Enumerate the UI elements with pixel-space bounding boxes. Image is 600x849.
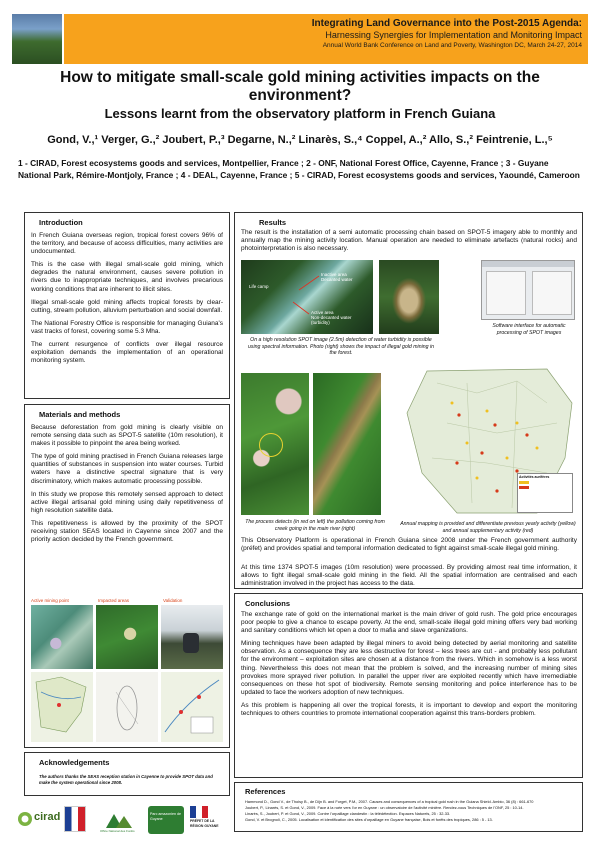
methods-panel: [24, 404, 230, 748]
references-title: References: [245, 787, 286, 796]
reference-item: Gond, V. et Brognoli, C., 2005. Localisation et identification des sites d'orpaillage en Guyane française, Bois et forêts des tropiques, 286 : 5 - 13.: [245, 817, 493, 822]
mining-site-photo: [379, 260, 439, 334]
reference-item: Linarès, S., Joubert, P. et Gond, V., 2009. Contre l'orpaillage clandestin : la télédétection. Espaces Naturels, 25 : 32-33.: [245, 811, 451, 816]
acknowledgements-panel: [24, 752, 230, 796]
intro-paragraph: The National Forestry Office is responsible for managing Guiana's vast tracks of forest, covering some 5.3 Mha.: [31, 319, 223, 335]
map-sketch-2: [96, 672, 158, 742]
high-resolution-spot-image: [241, 260, 373, 334]
annotation-arrows: [241, 260, 373, 334]
label-impacted-areas: Impacted areas: [98, 598, 130, 603]
acknowledgements-text: The authors thanks the SEAS reception station in Cayenne to provide SPOT data and make the system operational since 2008.: [39, 774, 213, 785]
conclusions-paragraph: The exchange rate of gold on the international market is the main driver of gold rush. The gold price encourages poor people to give a chance to escape poverty. At the end, small-scale illegal gold mining offers very bad working and sanitary conditions which let open a door to mafia and slave organizations.: [241, 611, 577, 635]
poster-title: How to mitigate small-scale gold mining activities impacts on the environment?: [60, 69, 540, 104]
results-paragraph-2: This Observatory Platform is operational in French Guiana since 2008 under the French government authority (préfet) and provides spatial and temporal information dedicated to fight against small-scale illegal gold mining.: [241, 537, 577, 553]
pollution-detection-image-left: [241, 373, 309, 515]
map-sketch-1: [31, 672, 93, 742]
fig2-caption: Software interface for automatic processing of SPOT images: [492, 323, 566, 336]
intro-paragraph: Illegal small-scale gold mining affects tropical forests by clear-cutting, stream pollution, alluvium perturbation and social downfall.: [31, 298, 223, 314]
intro-paragraph: The current resurgence of conflicts over illegal resource exploitation demands the implementation of an operational monitoring system.: [31, 341, 223, 365]
active-mining-satellite-image: [31, 605, 93, 669]
author-list: Gond, V.,¹ Verger, G.,² Joubert, P.,³ Degarne, N.,² Linarès, S.,⁴ Coppel, A.,² Allo, S.,² Feintrenie, L.,⁵: [47, 134, 553, 146]
annual-mapping-map: [397, 363, 579, 519]
fig3-caption: The process detects (in red on left) the pollution coming from creek going in the main river (right): [245, 519, 385, 532]
introduction-panel: [24, 212, 230, 399]
acknowledgements-title: Acknowledgements: [39, 758, 110, 767]
conference-line-3: Annual World Bank Conference on Land and Poverty, Washington DC, March 24-27, 2014: [322, 42, 582, 49]
onf-caption: Office National des Forêts: [100, 829, 135, 833]
references-panel: [234, 782, 583, 832]
methods-title: Materials and methods: [39, 410, 121, 419]
inactive-area-label: Inactive area Decanted water: [321, 272, 353, 282]
map-sketch-3: [161, 672, 223, 742]
location-map-2: [96, 672, 158, 742]
reference-item: Hammond D., Gond V., de Thoisy B., de Dijn B. and Forget, P.M., 2007. Causes and consequences of a tropical gold rush in the Guiana Shield. Ambio, 36 (8) : 661-670: [245, 799, 534, 804]
guyane-park-caption: Parc amazonien de Guyane: [150, 812, 181, 821]
methods-paragraph: In this study we propose this remotely sensed approach to detect active illegal artisanal gold mining using daily repetitiveness of high resolution satellite data.: [31, 490, 223, 514]
banner-photo: [12, 14, 64, 64]
methods-paragraph: This repetitiveness is allowed by the proximity of the SPOT receiving station SEAS located in Cayenne since 2007 and the priority action decided by the French government.: [31, 519, 223, 544]
fig4-caption: Annual mapping is provided and differentiate previous yearly activity (yellow) and annual supplementary activity (red): [400, 521, 576, 534]
conclusions-paragraph: Mining techniques have been adapted by illegal miners to avoid being detected by aerial monitoring and satellite observation. As a consequence they are less destructive for forest – less trees are cut - and probably less pollutant for the environment – exploitation sites are chosen at a distance from the rivers. Which in somehow is a less worst thing. Nevertheless this does not mean that the problem is solved, and the increasing number of mining sites provokes more sprayed river pollution. In parallel the upper river are exploited recently which have irremediable consequences on these hot spot of biodiversity. Remote sensing monitoring and police interference has to be updated to face the workers adoption of new techniques.: [241, 640, 577, 696]
conference-line-2: Harnessing Synergies for Implementation and Monitoring Impact: [325, 30, 582, 40]
pollution-detection-image-right: [313, 373, 381, 515]
fig1-caption: On a high resolution SPOT image (2.5m) detection of water turbidity is possible using spectral information. Photo (right) shows the impact of illegal gold mining in the forest.: [248, 337, 434, 356]
republique-francaise-logo: [64, 806, 86, 832]
impacted-areas-image: [96, 605, 158, 669]
location-map-3: [161, 672, 223, 742]
methods-paragraph: Because deforestation from gold mining is clearly visible on remote sensing data such as SPOT-5 satellite (10m resolution), it makes it possible to pinpoint the area being worked.: [31, 424, 223, 448]
prefet-caption: PRÉFET DE LA RÉGION GUYANE: [190, 819, 219, 828]
conclusions-paragraph: As this problem is happening all over the tropical forests, it is important to develop and export the monitoring techniques to others countries to promote international cooperation against this trans-borders problem.: [241, 701, 577, 718]
results-panel: [234, 212, 583, 589]
introduction-text: [31, 232, 223, 370]
active-area-label: Active area Non-decanted water (turbidity): [311, 310, 352, 325]
prefet-logo: [190, 806, 228, 834]
introduction-title: Introduction: [39, 218, 83, 227]
guyane-park-logo: [148, 806, 184, 834]
intro-paragraph: In French Guiana overseas region, tropical forest covers 96% of the territory, and because of access difficulties, many activities are undocumented.: [31, 232, 223, 256]
results-intro: The result is the installation of a semi automatic processing chain based on SPOT-5 imagery able to monthly and annually map the mining activity location. Manual operation are needed to eliminate artefacts (natural rocks) and photointerpretation is also necessary.: [241, 229, 577, 253]
reference-item: Joubert, P., Linarès, S. et Gond, V., 2009. Face à la ruée vers l'or en Guyane : un observatoire de l'activité minière. Rendez-vous Techniques de l'ONF, 25 : 10-14.: [245, 805, 524, 810]
conclusions-panel: [234, 593, 583, 778]
validation-helicopter-photo: [161, 605, 223, 669]
onf-logo: [100, 810, 138, 832]
methods-text: [31, 424, 223, 549]
intro-paragraph: This is the case with illegal small-scale gold mining, which degrades the natural environment, causes severe pollution in rivers due to inappropriate techniques, and involves precarious working conditions that are inherent to illicit sites.: [31, 261, 223, 293]
life-camp-label: Life camp: [249, 284, 269, 289]
software-interface-screenshot: [481, 260, 575, 320]
conclusions-title: Conclusions: [245, 599, 291, 608]
legend-title: Activités aurifères: [519, 475, 550, 479]
location-map-1: [31, 672, 93, 742]
cirad-logo: [16, 808, 61, 834]
cirad-wordmark: cirad: [34, 811, 61, 823]
results-title: Results: [259, 218, 287, 227]
map-legend: [517, 473, 573, 513]
affiliations: 1 - CIRAD, Forest ecosystems goods and services, Montpellier, France ; 2 - ONF, National Forest Office, Cayenne, France ; 3 - Guyane National Park, Rémire-Montjoly, France ; 4 - DEAL, Cayenne, France ; 5 - CIRAD, Forest ecosystems goods and services, Yaoundé, Cameroon: [18, 158, 580, 180]
methods-paragraph: The type of gold mining practised in French Guiana releases large quantities of substances in suspension into water courses. Turbid waters have a distinctive spectral signature that is very discriminatory, which makes automatic processing possible.: [31, 453, 223, 485]
results-paragraph-3: At this time 1374 SPOT-5 images (10m resolution) were processed. By providing almost real time information, it allows to fight illegal small-scale gold mining in the field. All the spatial information are centralised and each administration involved in the project has access to the data.: [241, 564, 577, 588]
label-active-mining: Active mining point: [31, 598, 69, 603]
conference-line-1: Integrating Land Governance into the Post-2015 Agenda:: [311, 18, 582, 29]
label-validation: Validation: [163, 598, 183, 603]
poster-subtitle: Lessons learnt from the observatory platform in French Guiana: [104, 106, 496, 121]
conference-header: [112, 18, 582, 51]
conclusions-text: [241, 611, 577, 723]
